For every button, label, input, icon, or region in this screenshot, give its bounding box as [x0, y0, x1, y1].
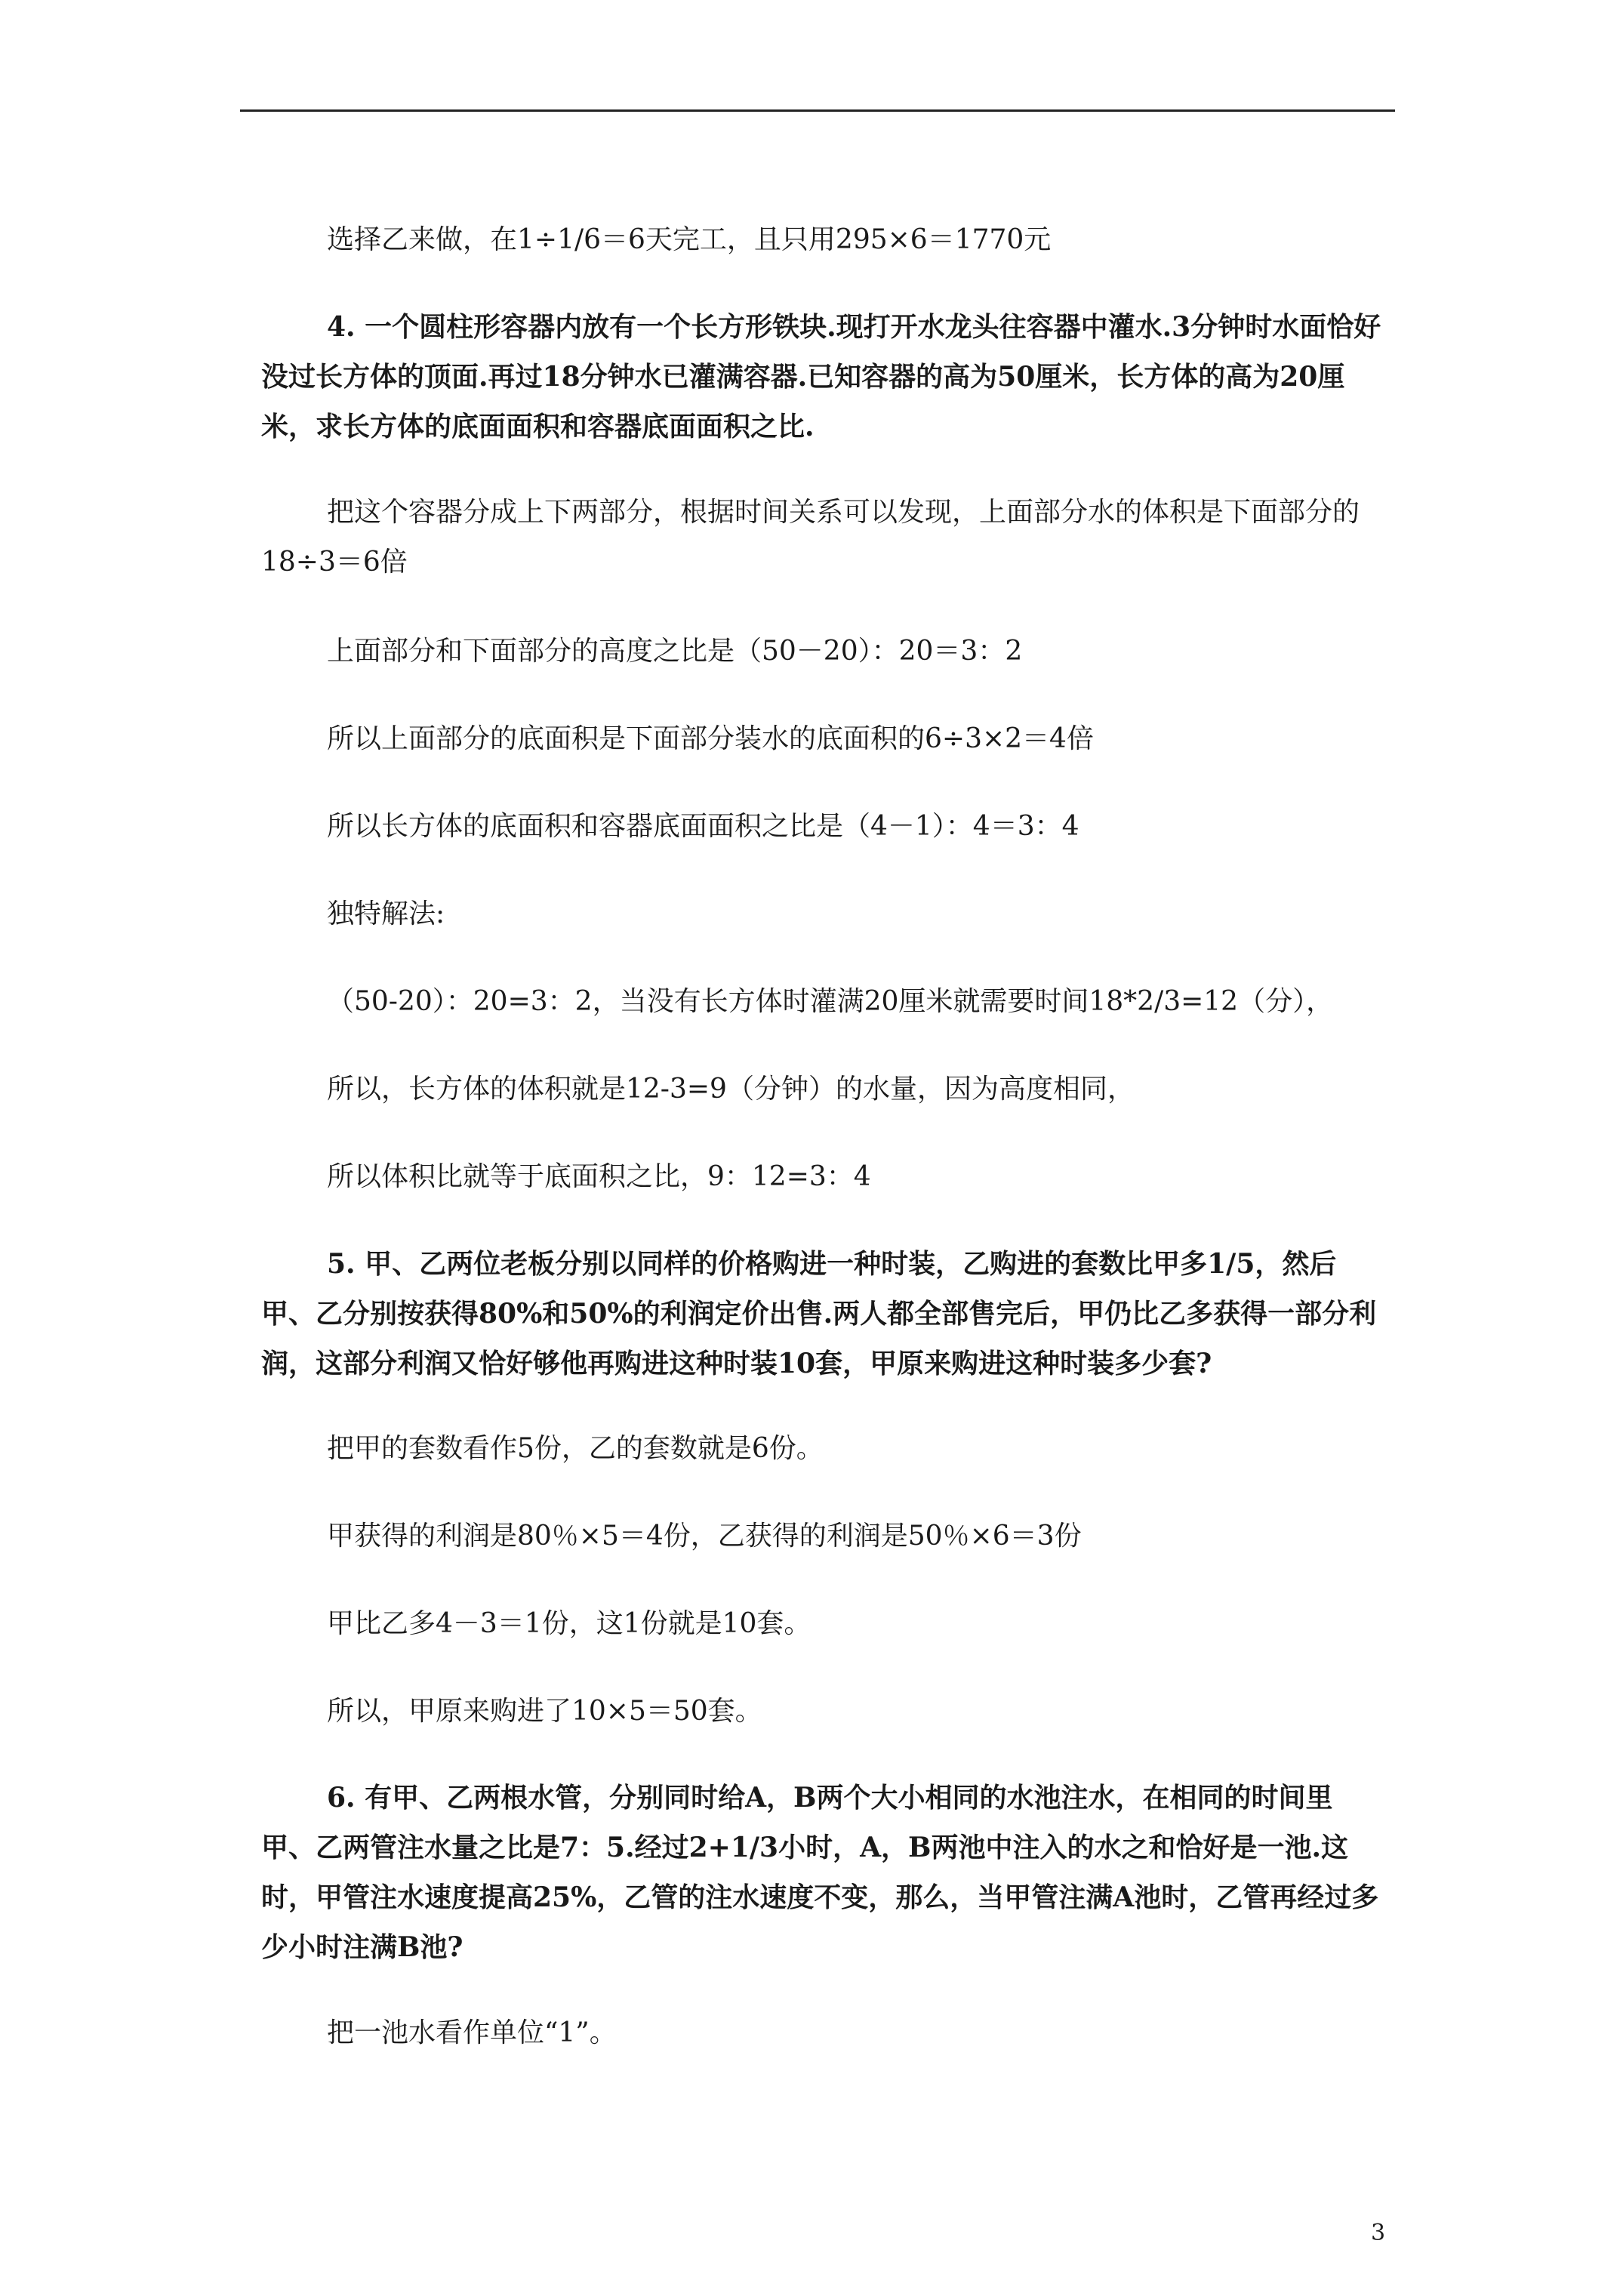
page-number: 3 [1371, 2220, 1386, 2246]
question-4: 4. 一个圆柱形容器内放有一个长方形铁块.现打开水龙头往容器中灌水.3分钟时水面恰好没过长方体的顶面.再过18分钟水已灌满容器.已知容器的高为50厘米，长方体的高为20厘米，求长方体的底面面积和容器底面面积之比. [261, 311, 1381, 442]
paragraph: 把这个容器分成上下两部分，根据时间关系可以发现，上面部分水的体积是下面部分的18÷3＝6倍 [261, 497, 1360, 578]
question-6: 6. 有甲、乙两根水管，分别同时给A，B两个大小相同的水池注水，在相同的时间里甲、乙两管注水量之比是7：5.经过2+1/3小时，A，B两池中注入的水之和恰好是一池.这时，甲管注水速度提高25%，乙管的注水速度不变，那么，当甲管注满A池时，乙管再经过多少小时注满B池? [261, 1782, 1379, 1963]
paragraph: 所以长方体的底面积和容器底面面积之比是（4－1）：4＝3：4 [327, 811, 1079, 842]
paragraph: 独特解法: [327, 898, 445, 929]
paragraph: 所以上面部分的底面积是下面部分装水的底面积的6÷3×2＝4倍 [327, 723, 1094, 754]
paragraph: 上面部分和下面部分的高度之比是（50－20）：20＝3：2 [327, 636, 1023, 667]
question-5: 5. 甲、乙两位老板分别以同样的价格购进一种时装，乙购进的套数比甲多1/5，然后甲、乙分别按获得80%和50%的利润定价出售.两人都全部售完后，甲仍比乙多获得一部分利润，这部分利润又恰好够他再购进这种时装10套，甲原来购进这种时装多少套? [261, 1248, 1377, 1379]
paragraph: 甲获得的利润是80％×5＝4份，乙获得的利润是50％×6＝3份 [327, 1521, 1082, 1552]
paragraph: 所以，甲原来购进了10×5＝50套。 [327, 1696, 762, 1727]
paragraph: 把一池水看作单位“1”。 [327, 2017, 617, 2048]
paragraph: （50-20）：20=3：2，当没有长方体时灌满20厘米就需要时间18*2/3=12（分）， [327, 986, 1334, 1017]
header-rule [240, 109, 1395, 112]
paragraph: 所以，长方体的体积就是12-3=9（分钟）的水量，因为高度相同， [327, 1074, 1135, 1105]
paragraph: 所以体积比就等于底面积之比，9：12=3：4 [327, 1161, 871, 1192]
paragraph: 甲比乙多4－3＝1份，这1份就是10套。 [327, 1608, 812, 1639]
paragraph: 选择乙来做，在1÷1/6＝6天完工，且只用295×6＝1770元 [327, 224, 1052, 255]
paragraph: 把甲的套数看作5份，乙的套数就是6份。 [327, 1433, 824, 1464]
